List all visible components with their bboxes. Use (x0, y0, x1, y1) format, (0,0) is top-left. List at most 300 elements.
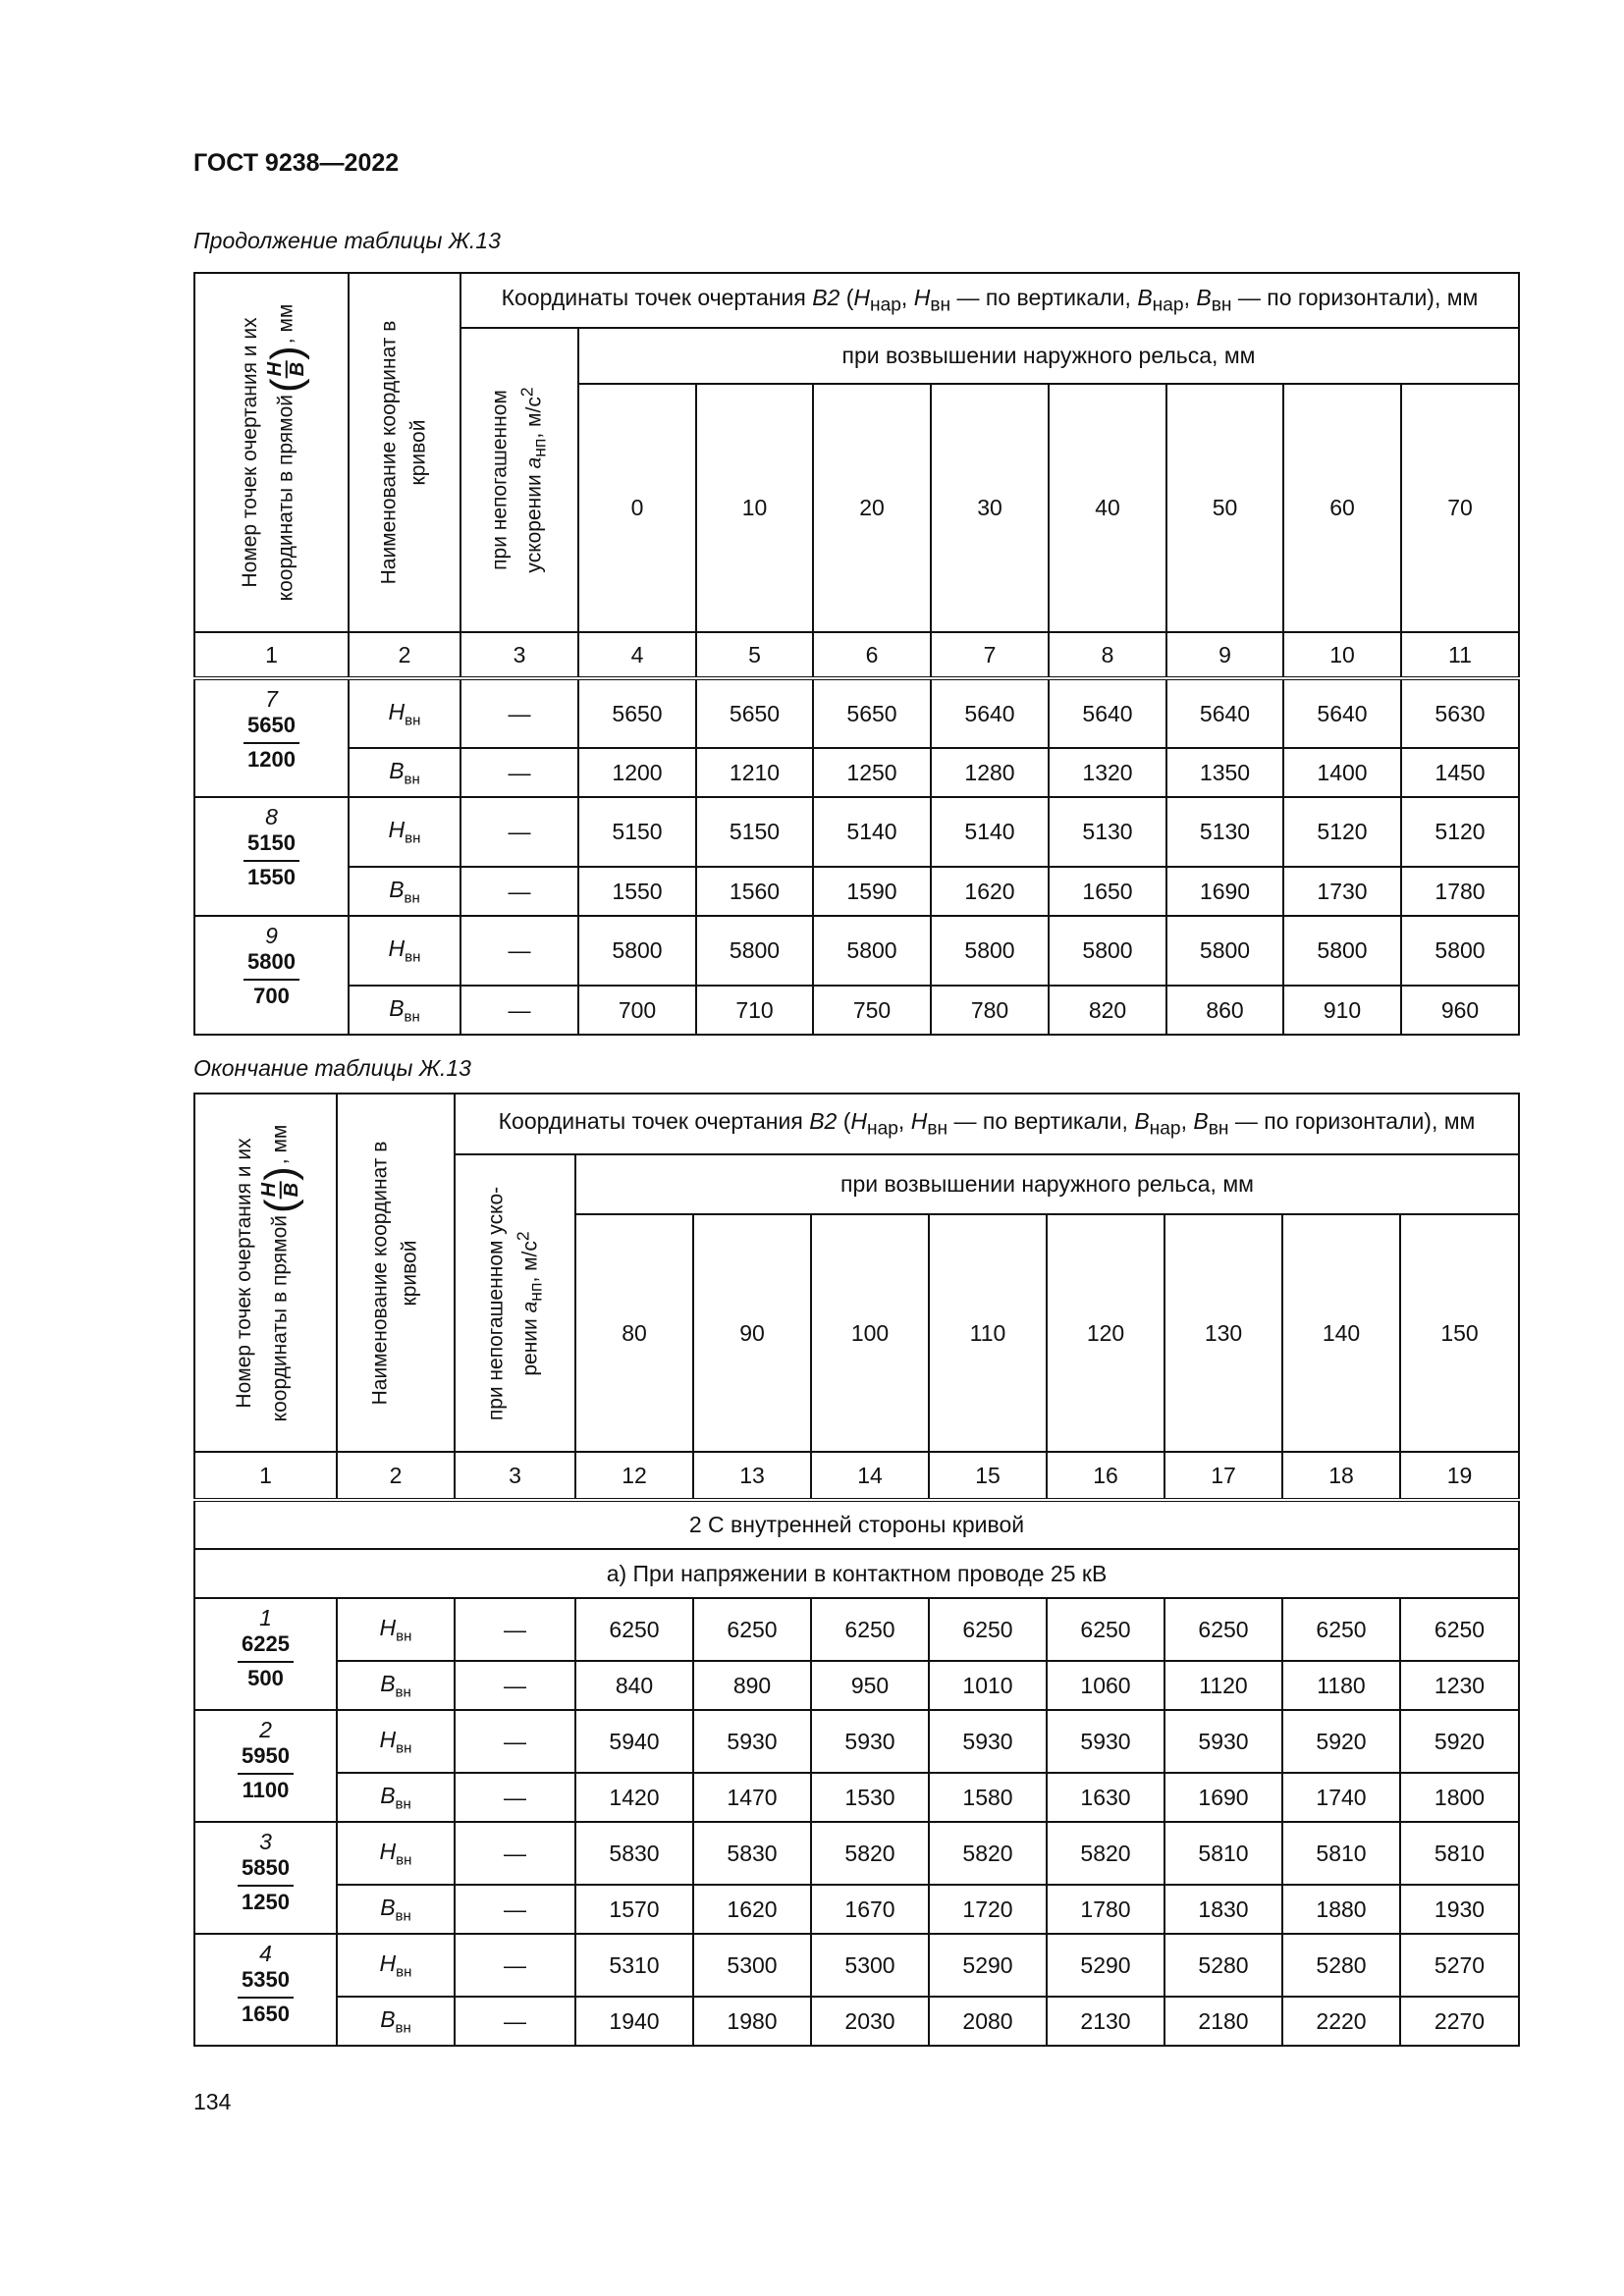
heading-line-2: координаты в прямой (268, 1214, 292, 1421)
coord-symbol: H (379, 1726, 397, 1752)
accel-unit-power: 2 (516, 387, 537, 398)
b-value: 1320 (1049, 748, 1166, 797)
coord-symbol: H (379, 1949, 397, 1976)
h-value: 5150 (578, 797, 696, 867)
header-point-coords (194, 273, 349, 632)
h-value: 5130 (1049, 797, 1166, 867)
point-cell (194, 678, 349, 797)
b-symbol: B (1193, 1107, 1209, 1134)
units-label: , мм (268, 1124, 292, 1164)
coord-name-text: Наименование координат в кривой (377, 320, 430, 585)
h-value: 5650 (578, 678, 696, 748)
b-value: 820 (1049, 986, 1166, 1035)
accel-unit-power: 2 (513, 1230, 533, 1241)
b-value: 1550 (578, 867, 696, 916)
table-continuation (193, 272, 1520, 1036)
paren-left: ( (255, 1198, 304, 1213)
b-value: 1780 (1047, 1885, 1164, 1934)
b-symbol: B (1134, 1107, 1150, 1134)
accel-dash: — (460, 748, 578, 797)
fraction-numerator: H (263, 361, 286, 377)
h-value: 5930 (1164, 1710, 1282, 1773)
b-value: 1400 (1283, 748, 1401, 797)
point-row-b (194, 867, 1519, 916)
b-value: 1930 (1400, 1885, 1519, 1934)
column-number: 19 (1400, 1452, 1519, 1500)
paren-right: ) (255, 1165, 304, 1181)
b-value: 1250 (813, 748, 931, 797)
column-number: 18 (1282, 1452, 1400, 1500)
header-coords-title (455, 1094, 1519, 1154)
fraction-denominator: B (280, 1182, 302, 1197)
b-value: 1570 (575, 1885, 693, 1934)
sub-vn: вн (930, 294, 951, 316)
coord-label-b (337, 1997, 455, 2046)
elevation-value: 140 (1282, 1214, 1400, 1452)
point-number: 7 (265, 686, 278, 712)
b-value: 1200 (578, 748, 696, 797)
h-value: 5650 (813, 678, 931, 748)
coords-mid: — по вертикали, (950, 284, 1138, 310)
h-value: 5800 (696, 916, 813, 986)
column-number: 15 (929, 1452, 1047, 1500)
accel-dash: — (460, 916, 578, 986)
b-value: 1720 (929, 1885, 1047, 1934)
b-value: 1980 (693, 1997, 811, 2046)
h-value: 5800 (931, 916, 1049, 986)
b-value: 1180 (1282, 1661, 1400, 1710)
column-number: 2 (337, 1452, 455, 1500)
column-number: 1 (194, 1452, 337, 1500)
point-row-b (194, 1661, 1519, 1710)
point-fraction (244, 714, 299, 771)
column-number: 1 (194, 632, 349, 678)
b-value: 840 (575, 1661, 693, 1710)
point-fraction (244, 950, 299, 1007)
h-value: 5800 (1401, 916, 1519, 986)
point-b: 1650 (242, 2001, 290, 2026)
point-row-b (194, 1885, 1519, 1934)
h-value: 5300 (693, 1934, 811, 1997)
acceleration-heading (486, 387, 554, 572)
point-coords-heading (229, 1124, 304, 1421)
coord-sub: вн (405, 712, 421, 729)
point-b: 1200 (247, 746, 296, 772)
coord-sub: вн (396, 1739, 412, 1757)
table-caption-ending: Окончание таблицы Ж.13 (193, 1055, 471, 1081)
point-fraction (238, 1632, 294, 1689)
coord-symbol: B (389, 757, 405, 783)
comma: , (900, 284, 914, 310)
elevation-value: 100 (811, 1214, 929, 1452)
point-h: 5650 (244, 714, 299, 743)
accel-subscript: нп (530, 438, 551, 457)
h-value: 5650 (696, 678, 813, 748)
coord-label-h (349, 797, 460, 867)
coord-label-h (337, 1710, 455, 1773)
accel-dash: — (455, 1997, 575, 2046)
column-number: 17 (1164, 1452, 1282, 1500)
coord-label-h (337, 1934, 455, 1997)
b-value: 2270 (1400, 1997, 1519, 2046)
sub-vn: вн (927, 1118, 948, 1140)
b-value: 2030 (811, 1997, 929, 2046)
point-cell (194, 1598, 337, 1710)
point-number: 2 (259, 1717, 272, 1742)
header-point-coords (194, 1094, 337, 1452)
elevation-value: 130 (1164, 1214, 1282, 1452)
column-numbers-row (194, 1452, 1519, 1500)
point-h: 5950 (238, 1744, 294, 1774)
b-value: 1620 (693, 1885, 811, 1934)
b-value: 780 (931, 986, 1049, 1035)
h-value: 5140 (931, 797, 1049, 867)
point-number: 1 (259, 1605, 272, 1630)
b-value: 1690 (1164, 1773, 1282, 1822)
b-value: 860 (1166, 986, 1283, 1035)
b-value: 750 (813, 986, 931, 1035)
comma: , (1180, 1107, 1194, 1134)
coord-sub: вн (396, 1963, 412, 1981)
h-value: 5120 (1283, 797, 1401, 867)
elevation-value: 60 (1283, 384, 1401, 632)
h-value: 5810 (1282, 1822, 1400, 1885)
h-value: 5130 (1166, 797, 1283, 867)
coord-label-b (337, 1661, 455, 1710)
b-value: 2080 (929, 1997, 1047, 2046)
coord-symbol: H (388, 698, 406, 724)
coord-label-b (337, 1885, 455, 1934)
coord-sub: вн (405, 948, 421, 966)
heading-line-2: координаты в прямой (274, 394, 298, 602)
fraction-h-over-b (255, 1165, 304, 1213)
point-number: 3 (259, 1829, 272, 1854)
coord-label-h (337, 1822, 455, 1885)
column-number: 6 (813, 632, 931, 678)
h-value: 5800 (1283, 916, 1401, 986)
b-value: 1530 (811, 1773, 929, 1822)
h-value: 5800 (813, 916, 931, 986)
elevation-value: 120 (1047, 1214, 1164, 1452)
point-b: 1250 (242, 1889, 290, 1914)
h-value: 5800 (1166, 916, 1283, 986)
b-value: 1580 (929, 1773, 1047, 1822)
column-number: 16 (1047, 1452, 1164, 1500)
h-value: 5830 (575, 1822, 693, 1885)
coords-end: — по горизонтали), мм (1228, 1107, 1476, 1134)
b-value: 910 (1283, 986, 1401, 1035)
h-value: 6250 (1164, 1598, 1282, 1661)
heading-line-1: Номер точек очертания и их (232, 1137, 255, 1409)
point-number: 4 (259, 1941, 272, 1966)
sub-vn: вн (1211, 294, 1232, 316)
point-h: 5850 (238, 1856, 294, 1886)
comma: , (1183, 284, 1197, 310)
b-value: 1350 (1166, 748, 1283, 797)
coords-mid: — по вертикали, (947, 1107, 1135, 1134)
h-value: 5930 (1047, 1710, 1164, 1773)
b-symbol: B (1137, 284, 1153, 310)
coord-label-b (349, 748, 460, 797)
column-number: 3 (460, 632, 578, 678)
accel-dash: — (460, 867, 578, 916)
h-value: 5630 (1401, 678, 1519, 748)
accel-dash: — (455, 1661, 575, 1710)
b-value: 1940 (575, 1997, 693, 2046)
accel-unit: , м/с (522, 397, 546, 439)
coord-symbol: H (388, 817, 406, 843)
h-value: 5280 (1164, 1934, 1282, 1997)
point-b: 500 (247, 1665, 284, 1690)
h-value: 6250 (1282, 1598, 1400, 1661)
column-number: 9 (1166, 632, 1283, 678)
h-value: 5830 (693, 1822, 811, 1885)
coords-end: — по горизонтали), мм (1231, 284, 1479, 310)
column-number: 4 (578, 632, 696, 678)
accel-symbol: a (518, 1301, 542, 1312)
h-value: 5800 (578, 916, 696, 986)
coord-name-heading (375, 315, 435, 590)
point-cell (194, 916, 349, 1035)
accel-dash: — (460, 986, 578, 1035)
point-h: 5800 (244, 950, 299, 980)
h-symbol: H (853, 284, 871, 310)
column-number: 14 (811, 1452, 929, 1500)
header-coord-name (337, 1094, 455, 1452)
b-value: 1060 (1047, 1661, 1164, 1710)
point-row-h (194, 1934, 1519, 1997)
section-title: 2 С внутренней стороны кривой (194, 1500, 1519, 1549)
point-b: 1100 (242, 1777, 290, 1802)
header-acceleration (455, 1154, 575, 1452)
b-value: 1590 (813, 867, 931, 916)
column-number: 12 (575, 1452, 693, 1500)
point-cell (194, 1822, 337, 1934)
coord-label-h (349, 916, 460, 986)
header-elevation: при возвышении наружного рельса, мм (578, 328, 1519, 384)
b-value: 1880 (1282, 1885, 1400, 1934)
b-value: 1560 (696, 867, 813, 916)
coord-symbol: B (380, 1670, 396, 1696)
h-value: 5930 (929, 1710, 1047, 1773)
column-numbers-row (194, 632, 1519, 678)
coord-symbol: H (379, 1614, 397, 1640)
point-cell (194, 797, 349, 916)
coord-sub: вн (404, 889, 420, 907)
coord-label-b (349, 867, 460, 916)
h-symbol: H (850, 1107, 868, 1134)
h-value: 6250 (575, 1598, 693, 1661)
b-value: 1690 (1166, 867, 1283, 916)
elevation-value: 50 (1166, 384, 1283, 632)
point-row-b (194, 748, 1519, 797)
paren-right: ) (261, 346, 310, 360)
fraction (259, 1180, 302, 1198)
accel-dash: — (455, 1710, 575, 1773)
coord-label-h (349, 678, 460, 748)
point-number: 9 (265, 923, 278, 948)
sub-nar: нар (867, 1118, 898, 1140)
subsection-title: а) При напряжении в контактном проводе 25 кВ (194, 1549, 1519, 1598)
h-value: 5290 (1047, 1934, 1164, 1997)
h-value: 5140 (813, 797, 931, 867)
header-coord-name (349, 273, 460, 632)
coord-symbol: H (388, 935, 406, 962)
elevation-value: 10 (696, 384, 813, 632)
acceleration-heading (481, 1186, 549, 1419)
column-number: 5 (696, 632, 813, 678)
point-row-h (194, 678, 1519, 748)
accel-dash: — (455, 1822, 575, 1885)
b-value: 960 (1401, 986, 1519, 1035)
accel-subscript: нп (525, 1282, 546, 1302)
h-value: 5940 (575, 1710, 693, 1773)
b-value: 1670 (811, 1885, 929, 1934)
sub-nar: нар (1149, 1118, 1181, 1140)
elevation-value: 0 (578, 384, 696, 632)
sub-nar: нар (870, 294, 901, 316)
accel-dash: — (460, 797, 578, 867)
b-value: 890 (693, 1661, 811, 1710)
h-value: 5150 (696, 797, 813, 867)
h-value: 5920 (1282, 1710, 1400, 1773)
b-value: 1120 (1164, 1661, 1282, 1710)
comma: , (897, 1107, 911, 1134)
b-value: 710 (696, 986, 813, 1035)
b-value: 1650 (1049, 867, 1166, 916)
point-row-h (194, 797, 1519, 867)
point-cell (194, 1710, 337, 1822)
point-cell (194, 1934, 337, 2046)
coords-outline-name: B2 (809, 1107, 838, 1134)
coord-symbol: B (380, 1782, 396, 1808)
column-number: 2 (349, 632, 460, 678)
b-value: 2130 (1047, 1997, 1164, 2046)
header-acceleration (460, 328, 578, 632)
b-value: 1800 (1400, 1773, 1519, 1822)
accel-dash: — (455, 1598, 575, 1661)
coord-name-heading (366, 1136, 426, 1411)
coord-sub: вн (404, 1008, 420, 1026)
point-fraction (238, 1856, 294, 1913)
coord-label-b (337, 1773, 455, 1822)
point-fraction (238, 1968, 294, 2025)
accel-unit: , м/с (518, 1240, 542, 1283)
column-number: 11 (1401, 632, 1519, 678)
h-value: 6250 (693, 1598, 811, 1661)
point-row-b (194, 1997, 1519, 2046)
page-number: 134 (193, 2089, 232, 2114)
coords-outline-name: B2 (812, 284, 840, 310)
coord-name-text: Наименование координат в кривой (368, 1141, 421, 1405)
h-symbol: H (913, 284, 931, 310)
h-value: 5820 (811, 1822, 929, 1885)
coord-sub: вн (404, 771, 420, 788)
b-value: 1210 (696, 748, 813, 797)
point-number: 8 (265, 804, 278, 829)
b-value: 1470 (693, 1773, 811, 1822)
h-value: 6250 (1047, 1598, 1164, 1661)
document-title: ГОСТ 9238—2022 (193, 149, 400, 177)
point-h: 5150 (244, 831, 299, 861)
point-fraction (244, 831, 299, 888)
coord-sub: вн (395, 1795, 411, 1813)
elevation-value: 150 (1400, 1214, 1519, 1452)
point-row-h (194, 916, 1519, 986)
point-h: 5350 (238, 1968, 294, 1998)
h-value: 6250 (811, 1598, 929, 1661)
table-caption-continuation: Продолжение таблицы Ж.13 (193, 228, 501, 253)
header-coords-title (460, 273, 1519, 328)
b-value: 1420 (575, 1773, 693, 1822)
b-value: 1740 (1282, 1773, 1400, 1822)
h-value: 5640 (1166, 678, 1283, 748)
point-h: 6225 (238, 1632, 294, 1662)
h-value: 5290 (929, 1934, 1047, 1997)
h-value: 6250 (929, 1598, 1047, 1661)
accel-dash: — (460, 678, 578, 748)
h-value: 5310 (575, 1934, 693, 1997)
b-value: 1280 (931, 748, 1049, 797)
column-number: 3 (455, 1452, 575, 1500)
fraction-h-over-b (261, 346, 310, 393)
h-value: 5810 (1164, 1822, 1282, 1885)
point-row-h (194, 1822, 1519, 1885)
header-elevation: при возвышении наружного рельса, мм (575, 1154, 1519, 1214)
coords-open: ( (839, 284, 854, 310)
accel-dash: — (455, 1773, 575, 1822)
b-value: 1830 (1164, 1885, 1282, 1934)
h-value: 5930 (693, 1710, 811, 1773)
elevation-value: 40 (1049, 384, 1166, 632)
point-row-b (194, 986, 1519, 1035)
units-label: , мм (274, 303, 298, 345)
coord-symbol: B (380, 1894, 396, 1920)
point-row-h (194, 1710, 1519, 1773)
paren-left: ( (261, 378, 310, 393)
coords-open: ( (837, 1107, 851, 1134)
accel-line-2: рении (518, 1311, 542, 1376)
b-value: 1630 (1047, 1773, 1164, 1822)
accel-symbol: a (522, 456, 546, 469)
point-row-b (194, 1773, 1519, 1822)
b-value: 700 (578, 986, 696, 1035)
point-b: 700 (253, 983, 290, 1008)
b-value: 1730 (1283, 867, 1401, 916)
h-value: 5800 (1049, 916, 1166, 986)
h-value: 5300 (811, 1934, 929, 1997)
point-fraction (238, 1744, 294, 1801)
fraction-numerator: H (257, 1182, 280, 1197)
coord-symbol: B (389, 876, 405, 902)
coord-sub: вн (405, 829, 421, 847)
h-value: 6250 (1400, 1598, 1519, 1661)
column-number: 13 (693, 1452, 811, 1500)
b-value: 950 (811, 1661, 929, 1710)
accel-line-1: при непогашенном уско- (484, 1186, 507, 1420)
coord-sub: вн (395, 1683, 411, 1701)
b-value: 1780 (1401, 867, 1519, 916)
b-symbol: B (1196, 284, 1212, 310)
elevation-value: 30 (931, 384, 1049, 632)
coord-label-h (337, 1598, 455, 1661)
coord-sub: вн (396, 1628, 412, 1645)
fraction (265, 360, 308, 378)
h-symbol: H (910, 1107, 928, 1134)
sub-nar: нар (1152, 294, 1184, 316)
elevation-value: 80 (575, 1214, 693, 1452)
h-value: 5820 (929, 1822, 1047, 1885)
